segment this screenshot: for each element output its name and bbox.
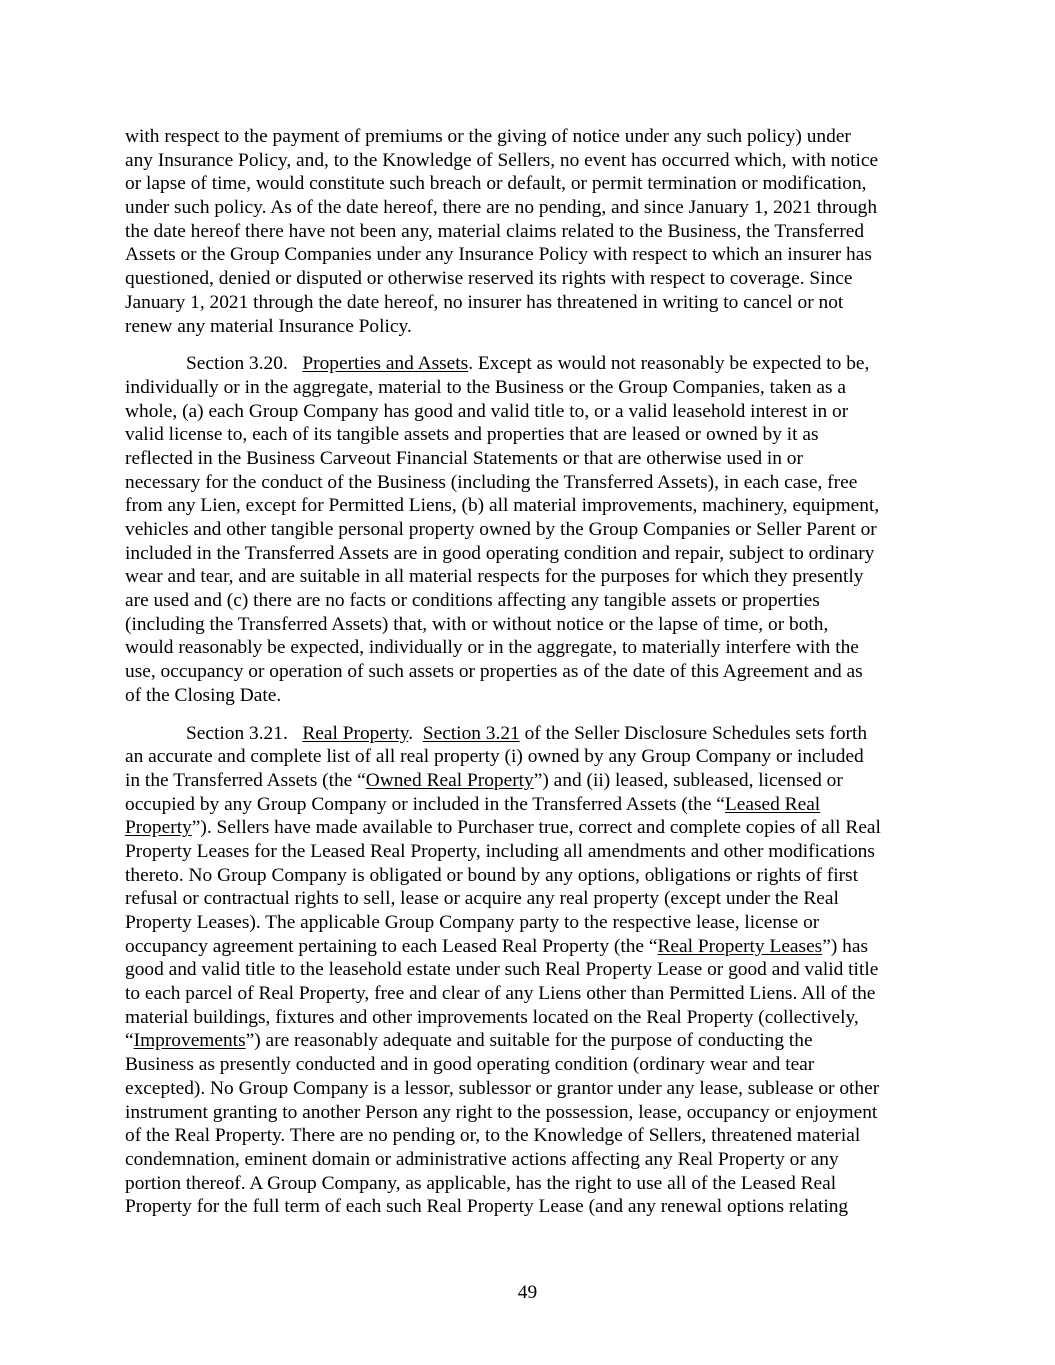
text-line: would reasonably be expected, individually or in the aggregate, to materially interfere with the: [125, 637, 859, 659]
text-fragment: ”). Sellers have made available to Purchaser true, correct and complete copies of all Real: [191, 817, 881, 839]
defined-term-leased-real-property-cont: Property: [125, 817, 192, 839]
text-line: an accurate and complete list of all real property (i) owned by any Group Company or included: [125, 746, 864, 768]
text-line: with respect to the payment of premiums or the giving of notice under any such policy) under: [125, 126, 851, 147]
text-line: or lapse of time, would constitute such breach or default, or permit termination or modification,: [125, 173, 867, 195]
text-line: good and valid title to the leasehold estate under such Real Property Lease or good and valid title: [125, 959, 879, 981]
section-reference: Section 3.21: [422, 722, 520, 744]
section-number: Section 3.20.: [186, 353, 288, 375]
text-fragment: .: [408, 722, 423, 744]
text-fragment: occupancy agreement pertaining to each Leased Real Property (the “: [125, 935, 658, 957]
text-line: use, occupancy or operation of such assets or properties as of the date of this Agreement and as: [125, 661, 863, 683]
defined-term-owned-real-property: Owned Real Property: [365, 769, 534, 791]
text-line: of the Closing Date.: [125, 684, 282, 706]
text-line: condemnation, eminent domain or administrative actions affecting any Real Property or any: [125, 1148, 839, 1170]
text-line: reflected in the Business Carveout Financial Statements or that are otherwise used in or: [125, 447, 803, 469]
text-line: Property for the full term of each such Real Property Lease (and any renewal options relating: [125, 1196, 849, 1218]
defined-term-leased-real-property: Leased Real: [724, 793, 821, 815]
text-line: January 1, 2021 through the date hereof, no insurer has threatened in writing to cancel or not: [125, 291, 844, 313]
text-line: individually or in the aggregate, material to the Business or the Group Companies, taken as a: [125, 376, 847, 398]
paragraph-gap: [125, 338, 935, 352]
paragraph-insurance-continuation: [125, 125, 935, 338]
text-fragment: “: [125, 1030, 134, 1052]
text-line: Business as presently conducted and in good operating condition (ordinary wear and tear: [125, 1054, 815, 1076]
text-line: material buildings, fixtures and other improvements located on the Real Property (collectively,: [125, 1006, 859, 1028]
text-line: instrument granting to another Person any right to the possession, lease, occupancy or enjoyment: [125, 1101, 878, 1123]
text-fragment: ”) and (ii) leased, subleased, licensed or: [533, 769, 843, 791]
text-line: the date hereof there have not been any, material claims related to the Business, the Transferred: [125, 220, 865, 242]
section-number: Section 3.21.: [186, 722, 288, 744]
text-line: thereto. No Group Company is obligated or bound by any options, obligations or rights of first: [125, 864, 858, 886]
text-line: [125, 793, 935, 817]
text-line: [125, 935, 935, 959]
text-line: whole, (a) each Group Company has good and valid title to, or a valid leasehold interest in or: [125, 400, 849, 422]
text-line: [125, 769, 935, 793]
section-3-20: [125, 352, 935, 707]
text-line: Assets or the Group Companies under any Insurance Policy with respect to which an insurer has: [125, 244, 872, 266]
text-line: vehicles and other tangible personal property owned by the Group Companies or Seller Parent or: [125, 519, 877, 540]
section-3-20-first-line: [125, 352, 935, 376]
text-line: wear and tear, and are suitable in all material respects for the purposes for which they presently: [125, 566, 864, 588]
text-line: excepted). No Group Company is a lessor, sublessor or grantor under any lease, sublease or other: [125, 1077, 880, 1099]
section-3-21: [125, 722, 935, 1219]
text-fragment: in the Transferred Assets (the “: [125, 769, 366, 791]
text-line: of the Real Property. There are no pending or, to the Knowledge of Sellers, threatened material: [125, 1125, 861, 1147]
text-line: [125, 1029, 935, 1053]
text-line: [125, 816, 935, 840]
page-number: 49: [517, 1282, 538, 1303]
text-fragment: occupied by any Group Company or included in the Transferred Assets (the “: [125, 793, 725, 815]
text-line: under such policy. As of the date hereof, there are no pending, and since January 1, 2021 through: [125, 197, 878, 219]
text-line: questioned, denied or disputed or otherwise reserved its rights with respect to coverage. Since: [125, 268, 853, 290]
defined-term-real-property-leases: Real Property Leases: [657, 935, 823, 957]
body-text: [125, 125, 935, 1219]
text-line: are used and (c) there are no facts or conditions affecting any tangible assets or properties: [125, 590, 820, 612]
text-line: portion thereof. A Group Company, as applicable, has the right to use all of the Leased Real: [125, 1172, 837, 1194]
defined-term-improvements: Improvements: [133, 1030, 246, 1052]
text-fragment: ”) has: [822, 935, 868, 957]
text-line: renew any material Insurance Policy.: [125, 315, 412, 337]
text-line: Property Leases for the Leased Real Property, including all amendments and other modifications: [125, 840, 875, 862]
text-line: refusal or contractual rights to sell, lease or acquire any real property (except under the Real: [125, 888, 839, 910]
text-line: valid license to, each of its tangible assets and properties that are leased or owned by it as: [125, 424, 819, 446]
text-line: (including the Transferred Assets) that, with or without notice or the lapse of time, or both,: [125, 613, 829, 635]
text-line: necessary for the conduct of the Business (including the Transferred Assets), in each case, free: [125, 471, 858, 493]
text-line: from any Lien, except for Permitted Liens, (b) all material improvements, machinery, equipment,: [125, 495, 880, 517]
section-3-21-first-line: [125, 722, 935, 746]
section-heading: Real Property: [302, 722, 409, 744]
text-fragment: of the Seller Disclosure Schedules sets forth: [519, 722, 868, 744]
text-line: included in the Transferred Assets are in good operating condition and repair, subject to ordinary: [125, 542, 875, 564]
text-line: Property Leases). The applicable Group Company party to the respective lease, license or: [125, 912, 820, 933]
text-line: to each parcel of Real Property, free and clear of any Liens other than Permitted Liens. All of the: [125, 983, 876, 1005]
text-line: any Insurance Policy, and, to the Knowledge of Sellers, no event has occurred which, with notice: [125, 149, 879, 171]
section-heading: Properties and Assets: [302, 353, 469, 375]
paragraph-gap: [125, 708, 935, 722]
text-fragment: ”) are reasonably adequate and suitable for the purpose of conducting the: [245, 1030, 813, 1052]
text-fragment: . Except as would not reasonably be expected to be,: [468, 353, 870, 375]
